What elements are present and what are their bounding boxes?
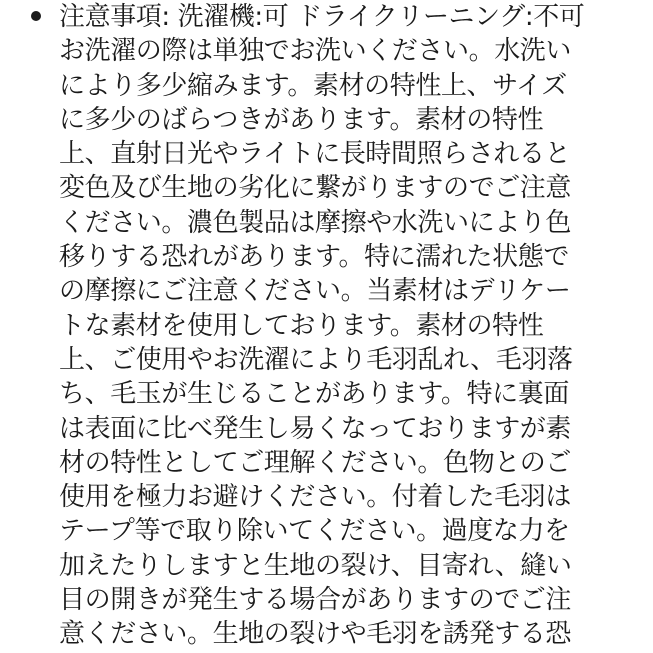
text-line: ください。濃色製品は摩擦や水洗いにより色 xyxy=(59,207,572,238)
text-line: 使用を極力お避けください。付着した毛羽は xyxy=(59,482,572,513)
text-line: 移りする恐れがあります。特に濡れた状態で xyxy=(59,242,569,273)
text-line: は表面に比べ発生し易くなっておりますが素 xyxy=(59,413,572,444)
text-line: ち、毛玉が生じることがあります。特に裏面 xyxy=(59,379,569,410)
text-line: に多少のばらつきがあります。素材の特性 xyxy=(59,104,544,135)
text-line: 意ください。生地の裂けや毛羽を誘発する恐 xyxy=(59,619,572,650)
bullet-icon xyxy=(31,11,41,21)
text-line: 変色及び生地の劣化に繋がりますのでご注意 xyxy=(59,173,572,204)
text-line: テープ等で取り除いてください。過度な力を xyxy=(59,516,570,547)
text-line: により多少縮みます。素材の特性上、サイズ xyxy=(59,70,567,101)
text-line: 目の開きが発生する場合がありますのでご注 xyxy=(59,585,572,616)
text-line: 材の特性としてご理解ください。色物とのご xyxy=(59,447,572,478)
text-line: お洗濯の際は単独でお洗いください。水洗い xyxy=(59,36,572,67)
text-line: 加えたりしますと生地の裂け、目寄れ、縫い xyxy=(59,550,572,581)
text-line: の摩擦にご注意ください。当素材はデリケー xyxy=(59,276,571,307)
care-notice-text xyxy=(59,0,584,652)
text-line: トな素材を使用しております。素材の特性 xyxy=(59,310,544,341)
text-line: 注意事項: 洗濯機:可 ドライクリーニング:不可 xyxy=(59,2,585,32)
text-line: 上、直射日光やライトに長時間照らされると xyxy=(59,139,571,170)
text-line: 上、ご使用やお洗濯により毛羽乱れ、毛羽落 xyxy=(59,344,573,375)
